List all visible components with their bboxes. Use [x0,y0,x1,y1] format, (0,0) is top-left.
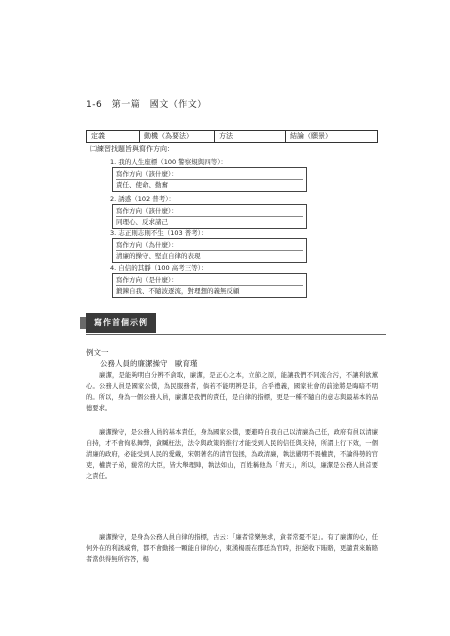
box-line: 責任、使命、勤奮 [116,179,303,190]
box-line: 同理心、反求諸己 [116,216,303,227]
essay-paragraph: 廉潔操守，是身為公務人員自律的指標，古云：「廉者常樂無求，貪者常憂不足」。有了廉潔的心，任何外在的利誘威脅，都不會動搖一顆能自律的心，東漢楊震在郡廷為官時，拒絕收下賄賂，更譴責來賄賂者當供得無所容答，楊 [86,534,378,563]
practice-item-label: 2. 誘惑（102 普考）： [110,195,175,203]
box-line: 寫作方向（該什麼）： [116,170,178,178]
essay-paragraph: 廉潔操守，是公務人員的基本責任，身為國家公僕，要避時自我自己以清廉為己任，政府有員以清廉自持，才不會徇私舞弊，貪贓枉法，法令與政策的推行才能受到人民的信任與支持，所謂上行下效，一個清廉的政府，必能受到人民的愛戴，宋朝著名的清官包拯，為政清廉，執法嚴明不畏權貴，不論得勢的官吏，權貴子弟，藐常的大臣，皆大舉理陣，執法如山，百姓稱他為「青天」，所以，廉潔是公務人員首要之責任。 [86,429,378,480]
practice-item-box [112,167,307,192]
essay-paragraph: 廉潔，是能夠明白分辨不貪取，廉潔，是正心之本，立節之原，能讓我們不同流合污，不讓利欲薰心。公務人員是國家公僕，為民服務者，倘若不能明辨是非，合乎禮義，國家社會的前途將是晦暗不明的。所以，身為一個公務人員，廉潔是我們的責任，是自律的指標，更是一種不隨自的意志與最基本的品德要求。 [86,372,378,412]
table-cell-conclusion: 結論（願景） [290,132,332,140]
practice-item-box [112,238,307,263]
essay-title: 公務人員的廉潔操守 歐育瑾 [100,359,198,368]
box-line: 寫作方向（是什麼）： [116,276,178,284]
practice-item-label: 4. 自信的其靜（100 高考三等）： [110,264,208,272]
example-label: 例文一 [86,348,109,357]
outline-table [86,130,378,143]
practice-title: ㈡練習找題旨與寫作方向： [90,145,174,153]
divider [86,334,386,335]
practice-item-box [112,204,307,229]
box-line: 鍛鍊自我、不隨波逐流，對理想的義無反顧 [116,285,303,296]
table-cell-method: 方法 [215,131,286,142]
page-header: 1-6 第一篇 國文（作文） [86,100,207,110]
practice-item-label: 3. 志正則志則不生（103 普考）： [110,229,208,237]
practice-item-box [112,273,307,298]
section-banner: 寫作首個示例 [86,313,156,333]
box-line: 寫作方向（該什麼）： [116,207,178,215]
practice-item-label: 1. 我的人生座標（100 警察規與四等）： [110,158,227,166]
box-line: 寫作方向（為什麼）： [116,241,178,249]
box-line: 清廉的操守、堅貞自律的表現 [116,250,303,261]
table-cell-definition: 定義 [87,131,140,142]
table-cell-motive: 動機（為要法） [140,131,215,142]
